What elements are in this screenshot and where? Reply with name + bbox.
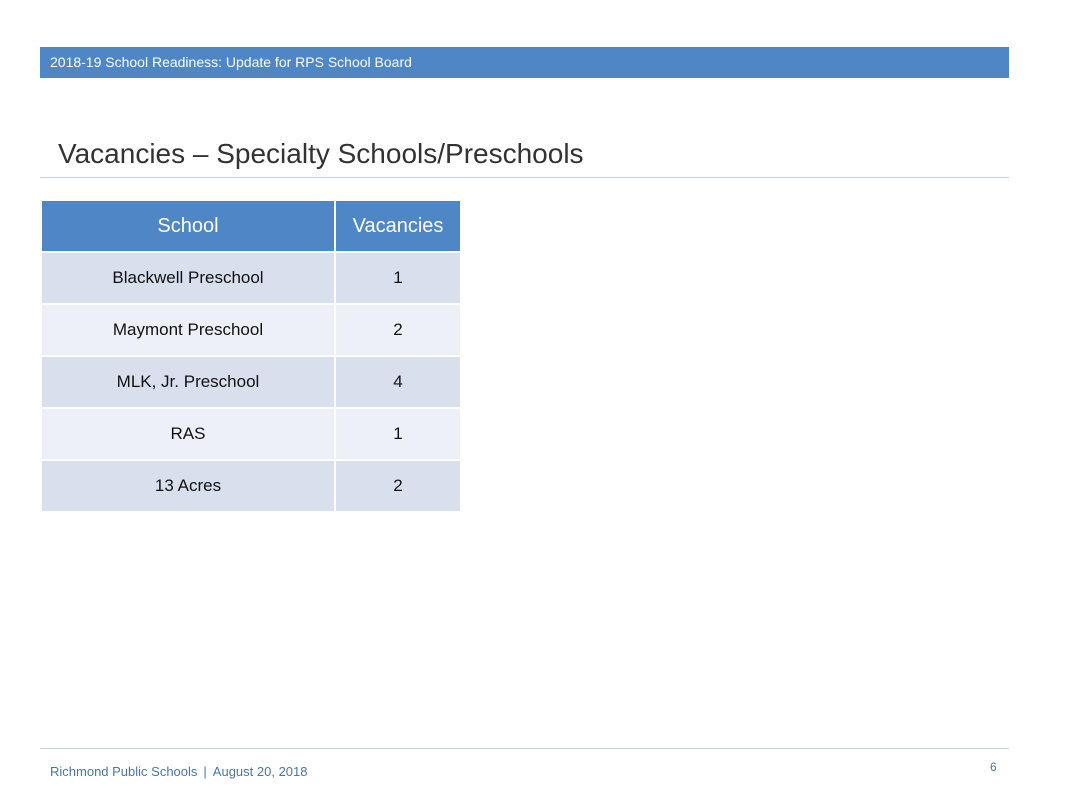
header-banner (40, 47, 1009, 78)
vacancies-cell: 2 (335, 304, 461, 356)
vacancies-cell: 2 (335, 460, 461, 512)
table-row (41, 408, 461, 460)
vacancies-cell: 4 (335, 356, 461, 408)
vacancies-cell: 1 (335, 408, 461, 460)
footer-separator: | (203, 764, 207, 779)
header-banner-text: 2018-19 School Readiness: Update for RPS School Board (50, 54, 412, 70)
school-cell: Maymont Preschool (41, 304, 335, 356)
school-cell: MLK, Jr. Preschool (41, 356, 335, 408)
school-cell: 13 Acres (41, 460, 335, 512)
footer-divider (40, 748, 1009, 749)
footer-date: August 20, 2018 (212, 764, 308, 779)
vacancies-cell: 1 (335, 252, 461, 304)
school-cell: Blackwell Preschool (41, 252, 335, 304)
column-header-school: School (41, 200, 335, 252)
table-row (41, 356, 461, 408)
table-row (41, 304, 461, 356)
school-cell: RAS (41, 408, 335, 460)
slide-title: Vacancies – Specialty Schools/Preschools (58, 138, 584, 169)
column-header-vacancies: Vacancies (335, 200, 461, 252)
table-row (41, 460, 461, 512)
vacancies-table (40, 199, 462, 513)
table-row (41, 252, 461, 304)
footer-organization: Richmond Public Schools (50, 764, 198, 779)
table-header-row (41, 200, 461, 252)
page-number: 6 (990, 760, 997, 774)
title-divider (40, 177, 1009, 178)
footer (50, 764, 308, 779)
